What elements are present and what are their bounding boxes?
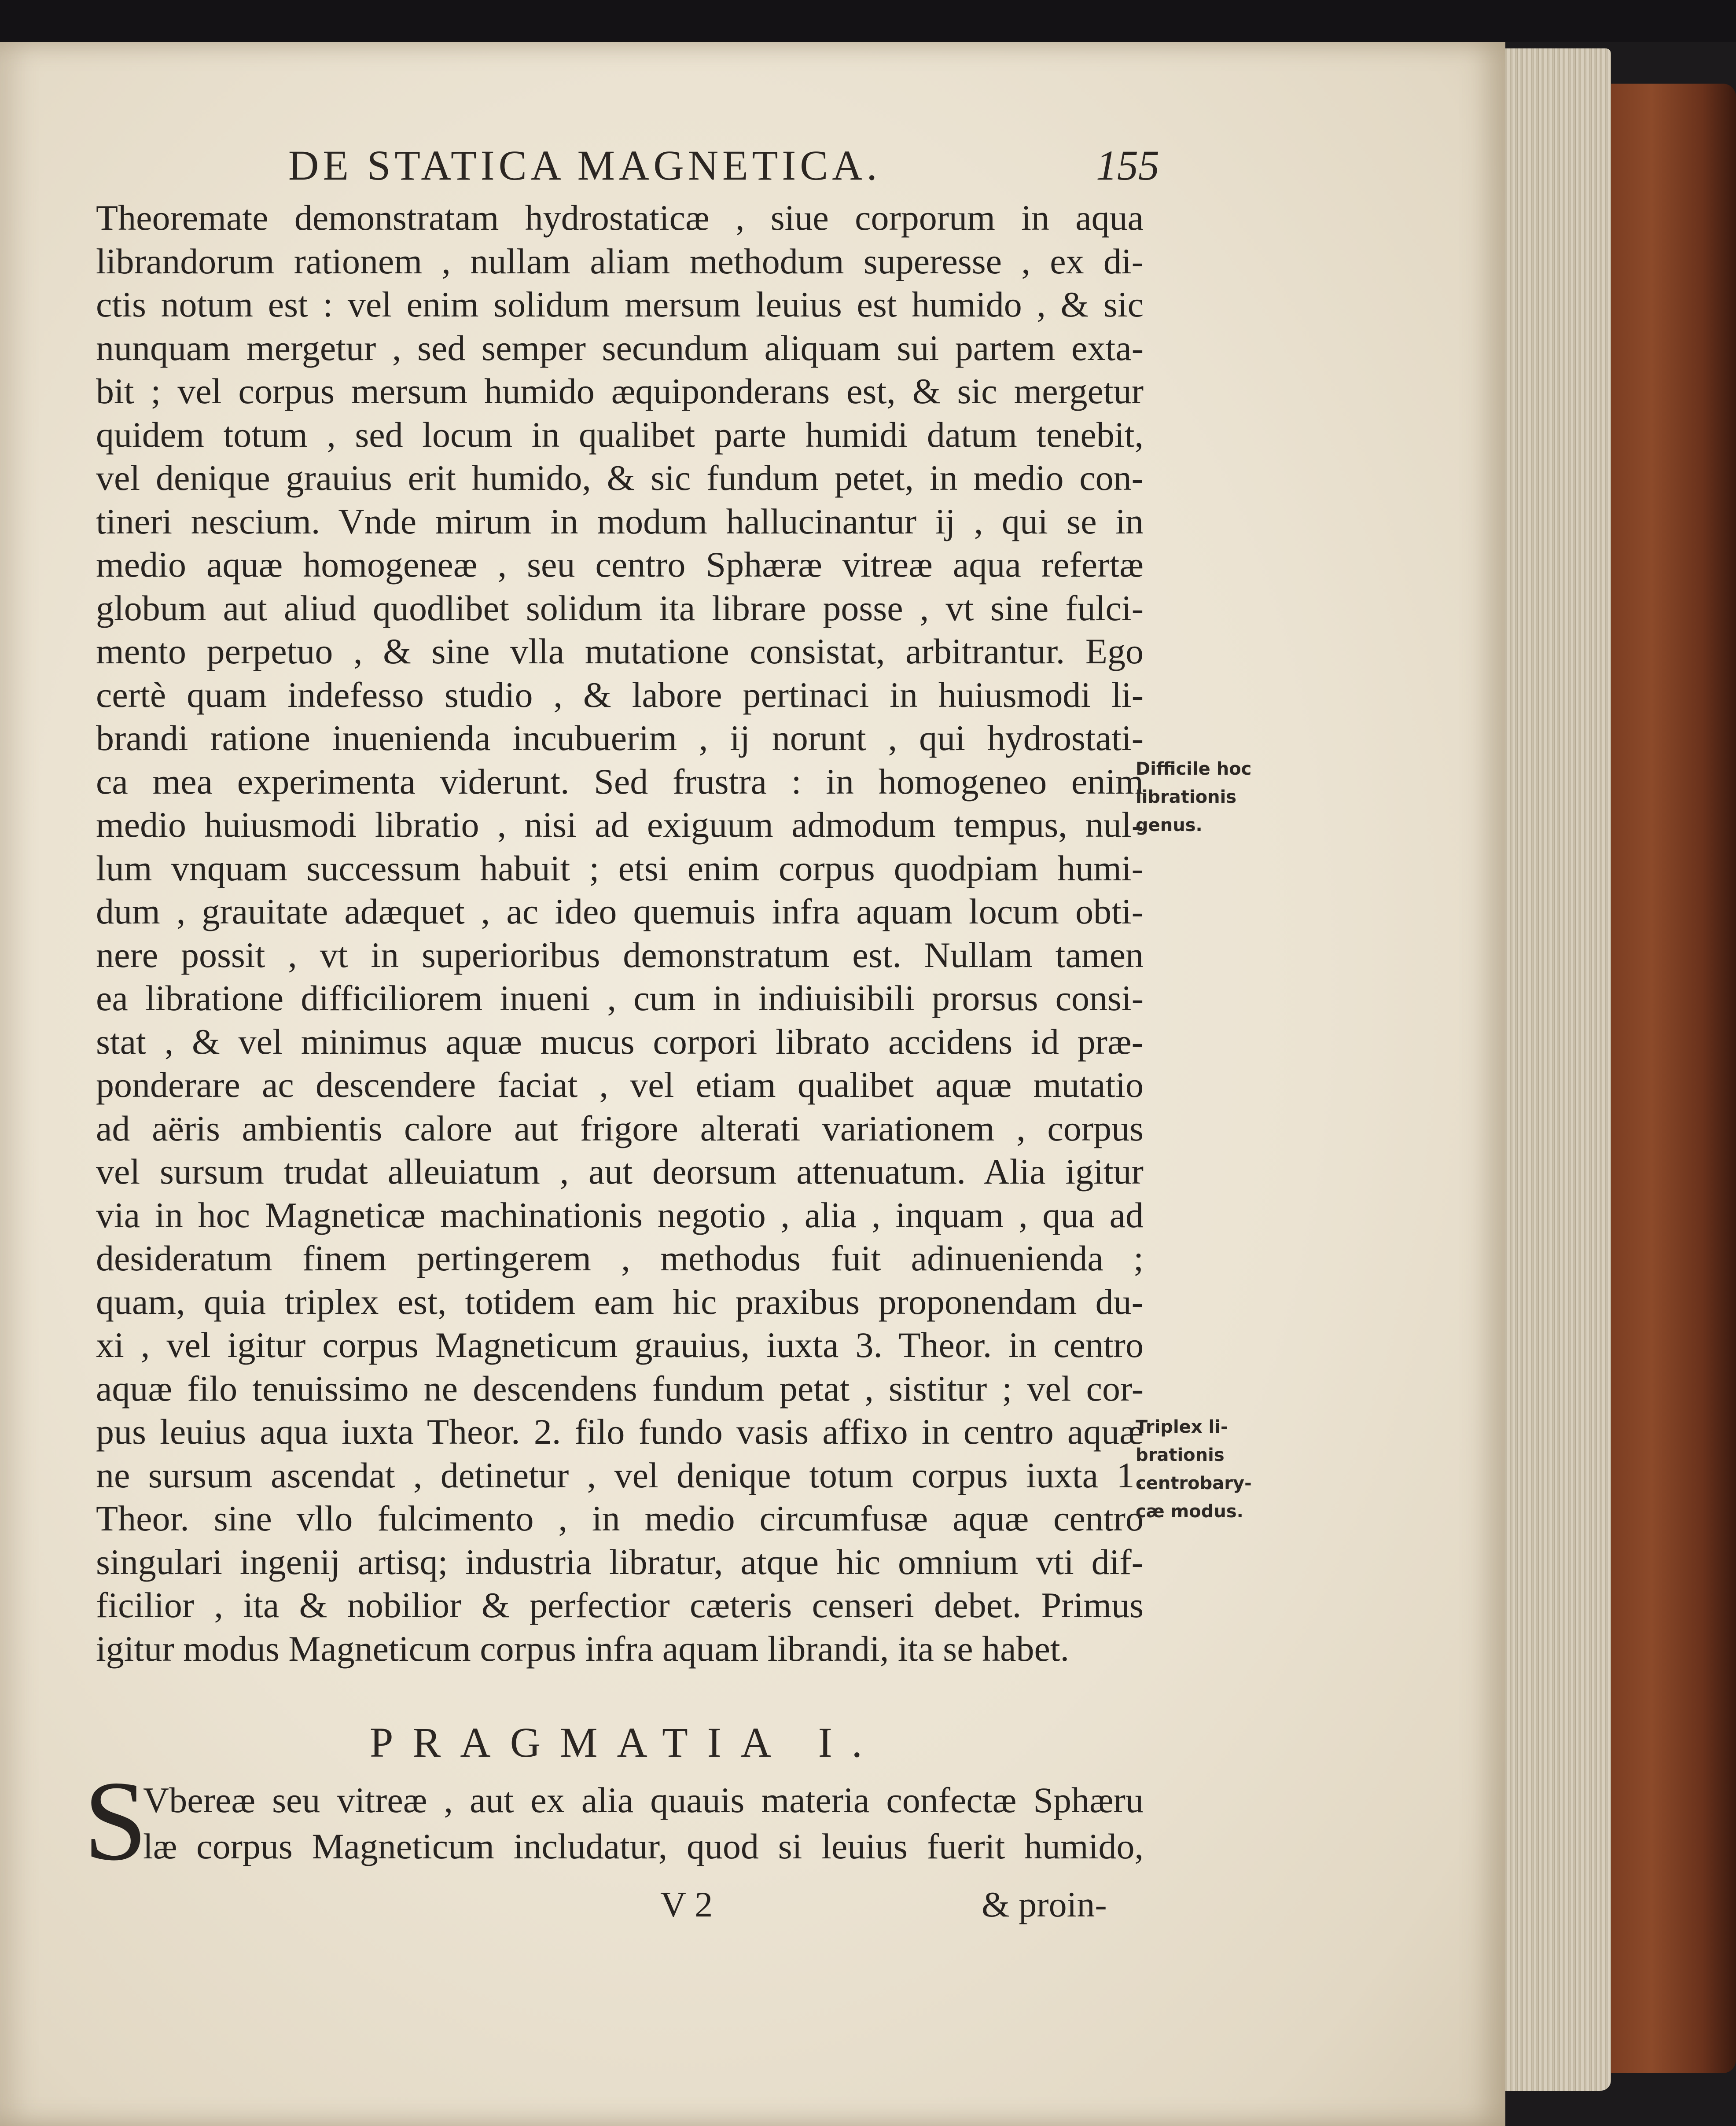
text-line: globum aut aliud quodlibet solidum ita librare posse , vt sine fulci- <box>96 588 1144 628</box>
text-line: mento perpetuo , & sine vlla mutatione consistat, arbitrantur. Ego <box>96 631 1144 671</box>
section-line: Vbereæ seu vitreæ , aut ex alia quauis materia confectæ Sphæru <box>143 1780 1144 1820</box>
text-line: singulari ingenij artisq; industria libratur, atque hic omnium vti dif- <box>96 1542 1144 1582</box>
text-line: quidem totum , sed locum in qualibet parte humidi datum tenebit, <box>96 415 1144 455</box>
text-line: pus leuius aqua iuxta Theor. 2. filo fundo vasis affixo in centro aquæ <box>96 1412 1144 1452</box>
text-line: Theoremate demonstratam hydrostaticæ , siue corporum in aqua <box>96 198 1144 238</box>
section-line: læ corpus Magneticum includatur, quod si leuius fuerit humido, <box>143 1826 1144 1866</box>
text-line: brandi ratione inuenienda incubuerim , ij norunt , qui hydrostati- <box>96 718 1144 758</box>
signature-mark: V 2 <box>660 1884 713 1924</box>
text-line: nere possit , vt in superioribus demonstratum est. Nullam tamen <box>96 935 1144 975</box>
margin-note-line: librationis <box>1136 787 1237 807</box>
text-line: certè quam indefesso studio , & labore pertinaci in huiusmodi li- <box>96 675 1144 715</box>
margin-note-1 <box>1136 755 1320 839</box>
text-line: vel denique grauius erit humido, & sic fundum petet, in medio con- <box>96 458 1144 498</box>
text-line: lum vnquam successum habuit ; etsi enim corpus quodpiam humi- <box>96 848 1144 888</box>
text-line: xi , vel igitur corpus Magneticum grauius, iuxta 3. Theor. in centro <box>96 1325 1144 1365</box>
text-line: medio aquæ homogeneæ , seu centro Sphæræ vitreæ aqua refertæ <box>96 544 1144 585</box>
text-line: medio huiusmodi libratio , nisi ad exiguum admodum tempus, nul- <box>96 805 1144 845</box>
margin-note-line: brationis <box>1136 1445 1225 1465</box>
text-line: dum , grauitate adæquet , ac ideo quemuis infra aquam locum obti- <box>96 891 1144 931</box>
margin-note-line: cæ modus. <box>1136 1501 1243 1522</box>
text-line: bit ; vel corpus mersum humido æquiponderans est, & sic mergetur <box>96 371 1144 411</box>
text-line: ca mea experimenta viderunt. Sed frustra : in homogeneo enim <box>96 761 1144 802</box>
text-line: stat , & vel minimus aquæ mucus corpori librato accidens id præ- <box>96 1022 1144 1062</box>
text-line: nunquam mergetur , sed semper secundum aliquam sui partem exta- <box>96 328 1144 368</box>
margin-note-line: Difficile hoc <box>1136 759 1252 779</box>
text-line: tineri nescium. Vnde mirum in modum hallucinantur ij , qui se in <box>96 501 1144 541</box>
text-line: ponderare ac descendere faciat , vel etiam qualibet aquæ mutatio <box>96 1065 1144 1105</box>
text-line: ficilior , ita & nobilior & perfectior cæteris censeri debet. Primus <box>96 1585 1144 1625</box>
margin-note-line: Triplex li- <box>1136 1417 1228 1437</box>
text-line: ad aëris ambientis calore aut frigore alterati variationem , corpus <box>96 1108 1144 1148</box>
text-line: quam, quia triplex est, totidem eam hic praxibus proponendam du- <box>96 1282 1144 1322</box>
text-line: Theor. sine vllo fulcimento , in medio circumfusæ aquæ centro <box>96 1498 1144 1538</box>
text-line: aquæ filo tenuissimo ne descendens fundum petat , sistitur ; vel cor- <box>96 1368 1144 1409</box>
text-line: ne sursum ascendat , detinetur , vel denique totum corpus iuxta 1. <box>96 1455 1144 1495</box>
margin-note-line: centrobary- <box>1136 1473 1252 1493</box>
book-page-edges <box>1497 48 1611 2091</box>
background-top <box>0 0 1736 42</box>
text-line: igitur modus Magneticum corpus infra aquam librandi, ita se habet. <box>96 1629 1070 1669</box>
text-line: vel sursum trudat alleuiatum , aut deorsum attenuatum. Alia igitur <box>96 1151 1144 1192</box>
running-head: DE STATICA MAGNETICA. <box>288 142 881 189</box>
text-line: ctis notum est : vel enim solidum mersum leuius est humido , & sic <box>96 284 1144 324</box>
text-line: librandorum rationem , nullam aliam methodum superesse , ex di- <box>96 241 1144 281</box>
page-number: 155 <box>1096 142 1159 189</box>
margin-note-line: genus. <box>1136 815 1203 835</box>
text-line: via in hoc Magneticæ machinationis negotio , alia , inquam , qua ad <box>96 1195 1144 1235</box>
section-title: PRAGMATIA I. <box>370 1719 882 1766</box>
book-page <box>0 42 1505 2126</box>
margin-note-2 <box>1136 1413 1320 1526</box>
text-line: desideratum finem pertingerem , methodus fuit adinuenienda ; <box>96 1238 1144 1278</box>
text-line: ea libratione difficiliorem inueni , cum in indiuisibili prorsus consi- <box>96 978 1144 1018</box>
drop-cap: S <box>84 1758 147 1884</box>
catchword: & proin- <box>982 1884 1107 1924</box>
